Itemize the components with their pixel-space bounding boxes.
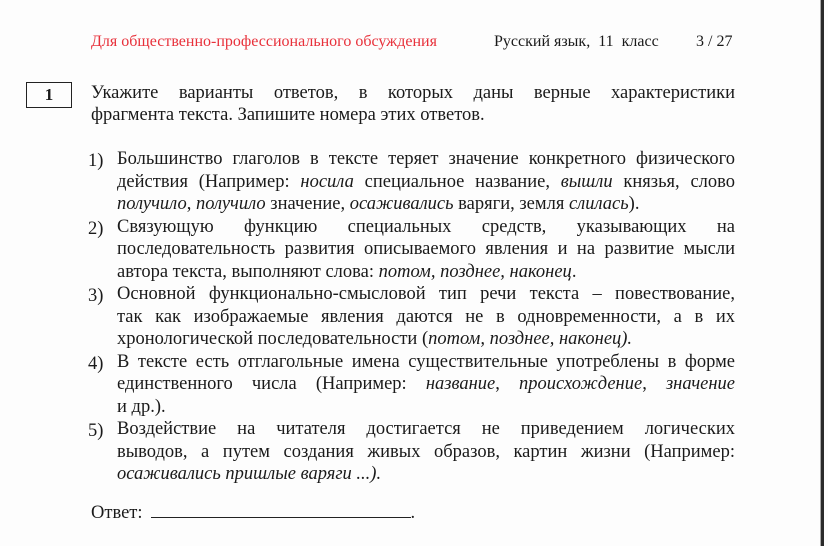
option-line [117,283,735,306]
task-prompt [91,82,735,126]
option-text: Основной функционально-смысловой тип речи текста – повествование, [117,284,735,304]
option-line [117,238,735,261]
page-number: 3 / 27 [696,33,733,50]
option-line [117,351,735,374]
task-number-box: 1 [26,82,72,108]
option-text: , [495,374,520,394]
answer-option-5 [85,418,735,486]
option-line [117,261,735,284]
example-word: получило [117,194,187,214]
option-line [117,396,735,419]
option-number: 4) [88,353,104,374]
option-line [117,441,735,464]
option-text: хронологической последовательности ( [117,329,429,349]
option-text: варяги, земля [453,194,569,214]
option-text: специальное название, [353,171,561,192]
option-number: 2) [88,218,104,239]
answer-option-4 [85,351,735,419]
option-text: . [571,261,577,282]
subject-label: Русский язык, 11 класс [494,33,659,50]
option-text: князья, слово [612,171,735,192]
example-word: значение [665,374,736,394]
option-line [117,193,735,216]
answer-option-1 [85,148,735,216]
answer-input-line[interactable] [151,501,411,518]
task-prompt-line-2: фрагмента текста. Запишите номера этих ответов. [91,105,485,125]
option-number: 3) [88,286,104,306]
option-text: В тексте есть отглагольные имена существительные употреблены в форме [117,351,735,372]
example-word: вышли [560,171,613,192]
option-text: автора текста, выполняют слова: [117,261,379,282]
option-line [117,171,735,194]
answer-row [91,501,415,524]
option-number: 1) [88,151,104,171]
option-line [117,373,735,396]
example-word: осаживались [349,194,454,214]
task-prompt-line-1: Укажите варианты ответов, в которых даны верные характеристики [91,83,735,103]
answer-label: Ответ: [91,503,143,523]
option-text: Большинство глаголов в тексте теряет значение конкретного физического [117,149,735,169]
option-text: и др.). [117,396,166,417]
option-text: Связующую функцию специальных средств, указывающих на [117,216,735,237]
answer-option-2 [85,216,735,284]
answer-options-list [85,148,735,486]
example-word: название [425,374,496,394]
option-text: , [186,194,196,214]
option-text: последовательность развития описываемого явления и на развитие мысли [117,239,735,259]
option-line [117,418,735,441]
example-word: потом, позднее, наконец [378,261,572,282]
example-word: потом, позднее, наконец). [428,329,633,349]
option-line [117,148,735,171]
option-text: выводов, а путем создания живых образов, картин жизни (Например: [117,441,735,462]
option-text: ). [628,194,640,214]
example-word: происхождение [519,374,643,394]
watermark-notice: Для общественно-профессионального обсуждения [91,33,437,50]
example-word: осаживались пришлые варяги ...). [117,464,382,484]
option-line [117,306,735,329]
option-text: значение, [265,194,350,214]
option-line [117,328,735,351]
example-word: получило [195,194,266,214]
option-text: , [642,374,666,394]
option-line [117,463,735,486]
option-line [117,216,735,239]
option-text: так как изображаемые явления даются не в одновременности, а в их [117,306,735,327]
page-header [91,33,828,53]
option-text: Воздействие на читателя достигается не приведением логических [117,419,735,439]
option-number: 5) [88,421,104,441]
option-text: действия (Например: [117,171,301,192]
example-word: носила [300,171,354,192]
answer-suffix: . [410,503,416,523]
option-text: единственного числа (Например: [117,374,426,394]
page-edge-border [821,0,824,546]
answer-option-3 [85,283,735,351]
example-word: слилась [568,194,629,214]
